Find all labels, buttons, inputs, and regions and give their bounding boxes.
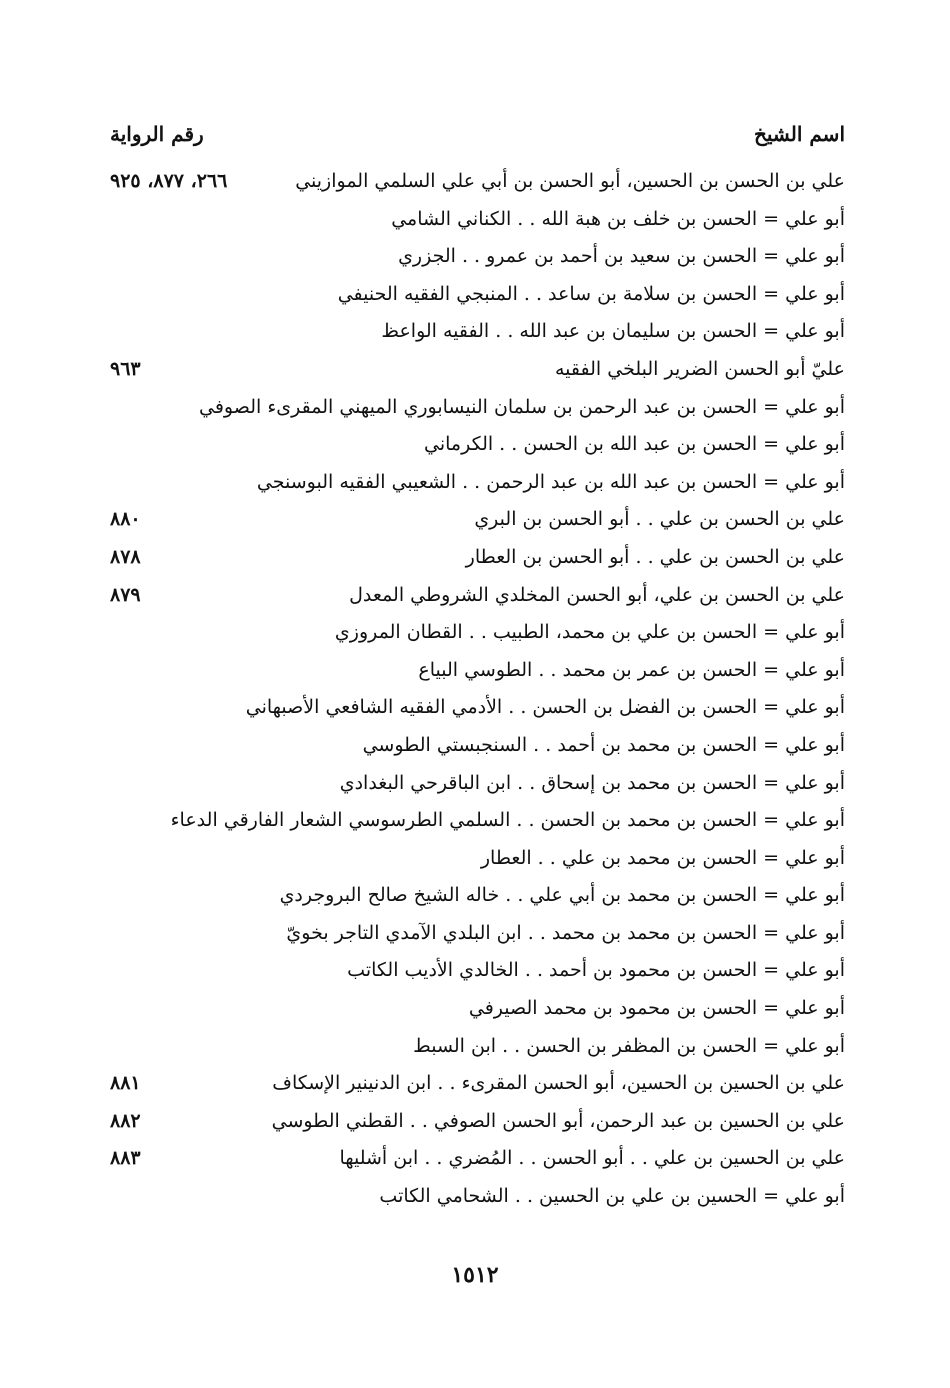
entry-name: أبو علي = الحسن بن عبد الرحمن بن سلمان النيسابوري الميهني المقرىء الصوفي xyxy=(199,395,845,418)
entry-name: أبو علي = الحسن بن عبد الله بن الحسن . . الكرماني xyxy=(424,433,845,456)
list-item xyxy=(100,168,845,206)
entry-name: علي بن الحسين بن الحسين، أبو الحسن المقرىء . . ابن الدنينير الإسكاف xyxy=(272,1072,845,1095)
entry-name: أبو علي = الحسن بن خلف بن هبة الله . . الكناني الشامي xyxy=(391,207,845,230)
entry-number: ٨٨٣ xyxy=(110,1147,141,1170)
entry-number: ٨٨٠ xyxy=(110,508,141,531)
entry-name: عليّ أبو الحسن الضرير البلخي الفقيه xyxy=(555,357,845,380)
entry-name: علي بن الحسن بن علي . . أبو الحسن بن البري xyxy=(474,508,845,531)
list-item xyxy=(100,318,845,356)
entry-number: ٨٨١ xyxy=(110,1072,141,1095)
entry-name: علي بن الحسين بن علي . . أبو الحسن . . المُضري . . ابن أشليها xyxy=(339,1147,845,1170)
entry-number: ٩٦٣ xyxy=(110,357,141,380)
list-item xyxy=(100,469,845,507)
entry-name: أبو علي = الحسن بن محمد بن إسحاق . . ابن الباقرحي البغدادي xyxy=(339,771,845,794)
entry-name: أبو علي = الحسن بن محمد بن الحسن . . السلمي الطرسوسي الشعار الفارقي الدعاء xyxy=(170,809,845,832)
list-item xyxy=(100,206,845,244)
entry-name: أبو علي = الحسين بن علي بن الحسين . . الشحامي الكاتب xyxy=(379,1185,845,1208)
list-item xyxy=(100,1145,845,1183)
list-item xyxy=(100,619,845,657)
list-item xyxy=(100,356,845,394)
list-item xyxy=(100,845,845,883)
entry-name: علي بن الحسن بن علي . . أبو الحسن بن العطار xyxy=(465,545,845,568)
entry-name: أبو علي = الحسن بن سلامة بن ساعد . . المنبجي الفقيه الحنيفي xyxy=(337,282,845,305)
list-item xyxy=(100,431,845,469)
entry-name: علي بن الحسن بن علي، أبو الحسن المخلدي الشروطي المعدل xyxy=(349,583,845,606)
list-item xyxy=(100,1033,845,1071)
entry-name: أبو علي = الحسن بن محمد بن أحمد . . السنجبستي الطوسي xyxy=(362,733,845,756)
list-item xyxy=(100,506,845,544)
list-item xyxy=(100,1108,845,1146)
entry-name: أبو علي = الحسن بن محمد بن أبي علي . . خاله الشيخ صالح البروجردي xyxy=(279,884,845,907)
entry-number: ٢٦٦، ٨٧٧، ٩٢٥ xyxy=(110,170,228,192)
list-item xyxy=(100,694,845,732)
list-item xyxy=(100,1183,845,1221)
entry-name: أبو علي = الحسن بن الفضل بن الحسن . . الأدمي الفقيه الشافعي الأصبهاني xyxy=(245,696,845,719)
list-item xyxy=(100,544,845,582)
number-column-heading: رقم الرواية xyxy=(110,122,204,146)
list-item xyxy=(100,582,845,620)
list-item xyxy=(100,995,845,1033)
list-item xyxy=(100,243,845,281)
name-column-heading: اسم الشيخ xyxy=(753,122,845,146)
entry-name: أبو علي = الحسن بن عبد الله بن عبد الرحمن . . الشعيبي الفقيه البوسنجي xyxy=(256,470,845,493)
table-header xyxy=(110,116,845,152)
entry-name: علي بن الحسن بن الحسين، أبو الحسن بن أبي علي السلمي الموازيني xyxy=(295,170,845,192)
page-number: ١٥١٢ xyxy=(451,1262,499,1288)
list-item xyxy=(100,807,845,845)
entry-name: أبو علي = الحسن بن محمد بن محمد . . ابن البلدي الآمدي التاجر بخويّ xyxy=(286,921,845,944)
entry-number: ٨٧٩ xyxy=(110,583,141,606)
list-item xyxy=(100,281,845,319)
entry-name: علي بن الحسين بن عبد الرحمن، أبو الحسن الصوفي . . القطني الطوسي xyxy=(271,1109,845,1132)
entry-name: أبو علي = الحسن بن محمود بن أحمد . . الخالدي الأديب الكاتب xyxy=(347,959,845,982)
entry-name: أبو علي = الحسن بن عمر بن محمد . . الطوسي البياع xyxy=(418,658,845,681)
entry-name: أبو علي = الحسن بن محمود بن محمد الصيرفي xyxy=(468,997,845,1020)
list-item xyxy=(100,1070,845,1108)
list-item xyxy=(100,770,845,808)
entry-name: أبو علي = الحسن بن محمد بن علي . . العطار xyxy=(480,846,845,869)
entry-number: ٨٨٢ xyxy=(110,1109,141,1132)
entries-list xyxy=(100,168,845,1221)
entry-name: أبو علي = الحسن بن علي بن محمد، الطبيب . . القطان المروزي xyxy=(334,621,845,644)
entry-number: ٨٧٨ xyxy=(110,545,141,568)
entry-name: أبو علي = الحسن بن المظفر بن الحسن . . ابن السبط xyxy=(413,1034,845,1057)
list-item xyxy=(100,732,845,770)
list-item xyxy=(100,657,845,695)
entry-name: أبو علي = الحسن بن سعيد بن أحمد بن عمرو . . الجزري xyxy=(398,245,845,268)
list-item xyxy=(100,882,845,920)
entry-name: أبو علي = الحسن بن سليمان بن عبد الله . . الفقيه الواعظ xyxy=(381,320,845,343)
list-item xyxy=(100,920,845,958)
list-item xyxy=(100,394,845,432)
list-item xyxy=(100,957,845,995)
